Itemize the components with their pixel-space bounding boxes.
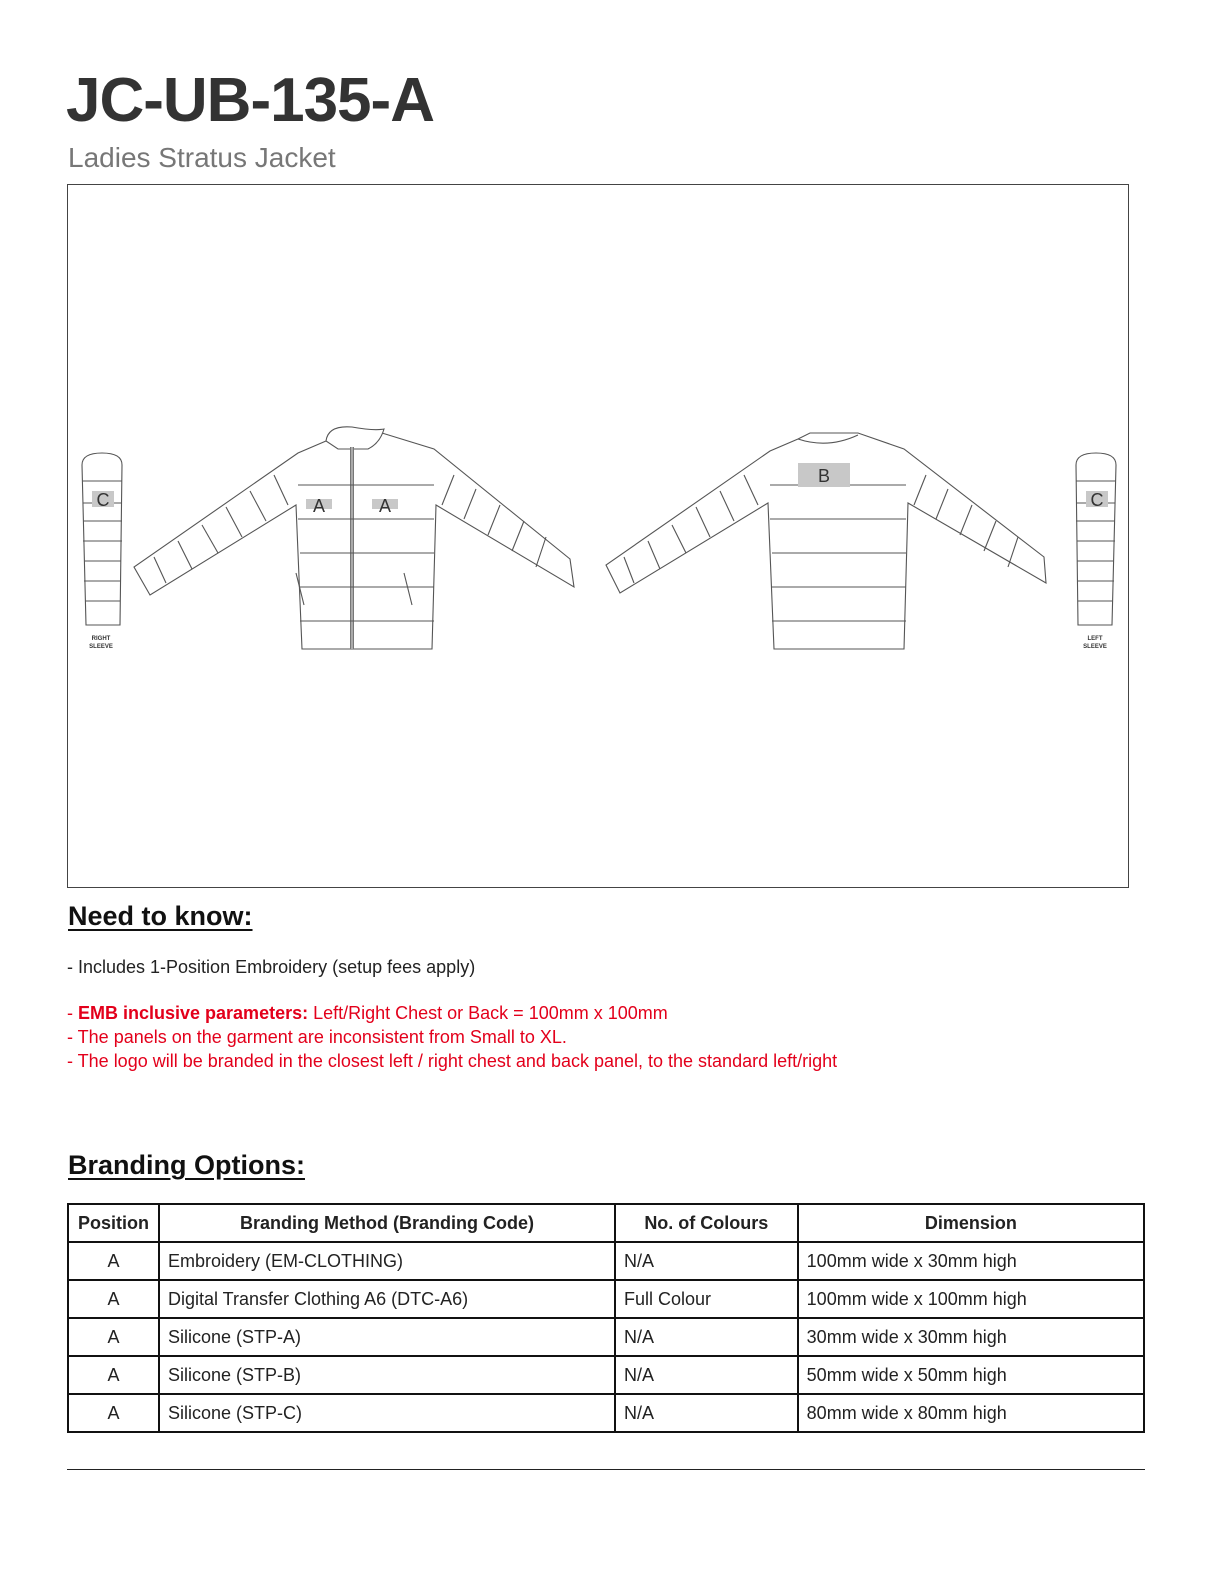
table-row — [68, 1242, 1144, 1280]
cell-method: Digital Transfer Clothing A6 (DTC-A6) — [159, 1280, 615, 1318]
branding-options-heading: Branding Options: — [68, 1150, 305, 1180]
need-to-know-heading: Need to know: — [68, 901, 253, 931]
cell-dimension: 30mm wide x 30mm high — [798, 1318, 1144, 1356]
right-sleeve-caption-1: RIGHT — [91, 636, 111, 642]
note-panels-inconsistent: - The panels on the garment are inconsistent from Small to XL. — [67, 1027, 567, 1047]
column-header-colours: No. of Colours — [615, 1204, 798, 1242]
column-header-dimension: Dimension — [798, 1204, 1144, 1242]
cell-colours: N/A — [615, 1394, 798, 1432]
cell-position: A — [68, 1318, 159, 1356]
footer-divider — [67, 1469, 1145, 1470]
table-row — [68, 1356, 1144, 1394]
cell-dimension: 100mm wide x 100mm high — [798, 1280, 1144, 1318]
column-header-position: Position — [68, 1204, 159, 1242]
cell-dimension: 100mm wide x 30mm high — [798, 1242, 1144, 1280]
cell-method: Silicone (STP-C) — [159, 1394, 615, 1432]
label-c-left: C — [1090, 490, 1104, 510]
left-sleeve-caption-2: SLEEVE — [1083, 644, 1107, 650]
label-a-right-chest: A — [312, 496, 326, 516]
note-emb-bold: EMB inclusive parameters: — [78, 1003, 309, 1023]
garment-diagram-frame — [67, 184, 1129, 888]
cell-position: A — [68, 1356, 159, 1394]
table-header-row — [68, 1204, 1144, 1242]
note-emb-rest: Left/Right Chest or Back = 100mm x 100mm — [308, 1003, 668, 1023]
note-logo-placement: - The logo will be branded in the closest left / right chest and back panel, to the standard left/right — [67, 1051, 838, 1071]
note-embroidery-included: - Includes 1-Position Embroidery (setup fees apply) — [67, 957, 476, 977]
product-code: JC-UB-135-A — [66, 66, 434, 135]
left-sleeve-caption-1: LEFT — [1087, 636, 1103, 642]
product-name: Ladies Stratus Jacket — [68, 142, 336, 173]
cell-method: Silicone (STP-A) — [159, 1318, 615, 1356]
cell-method: Embroidery (EM-CLOTHING) — [159, 1242, 615, 1280]
table-row — [68, 1318, 1144, 1356]
label-b-back: B — [817, 466, 831, 486]
cell-dimension: 50mm wide x 50mm high — [798, 1356, 1144, 1394]
branding-options-table — [67, 1203, 1145, 1433]
right-sleeve-caption-2: SLEEVE — [89, 644, 113, 650]
garment-diagram — [68, 185, 1130, 889]
cell-colours: N/A — [615, 1318, 798, 1356]
table-row — [68, 1394, 1144, 1432]
cell-colours: Full Colour — [615, 1280, 798, 1318]
cell-colours: N/A — [615, 1356, 798, 1394]
cell-colours: N/A — [615, 1242, 798, 1280]
cell-dimension: 80mm wide x 80mm high — [798, 1394, 1144, 1432]
label-a-left-chest: A — [378, 496, 392, 516]
table-row — [68, 1280, 1144, 1318]
note-emb-parameters — [67, 1004, 668, 1022]
note-emb-prefix: - — [67, 1003, 78, 1023]
cell-position: A — [68, 1242, 159, 1280]
label-c-right: C — [96, 490, 110, 510]
cell-position: A — [68, 1280, 159, 1318]
cell-position: A — [68, 1394, 159, 1432]
column-header-branding-method: Branding Method (Branding Code) — [159, 1204, 615, 1242]
cell-method: Silicone (STP-B) — [159, 1356, 615, 1394]
